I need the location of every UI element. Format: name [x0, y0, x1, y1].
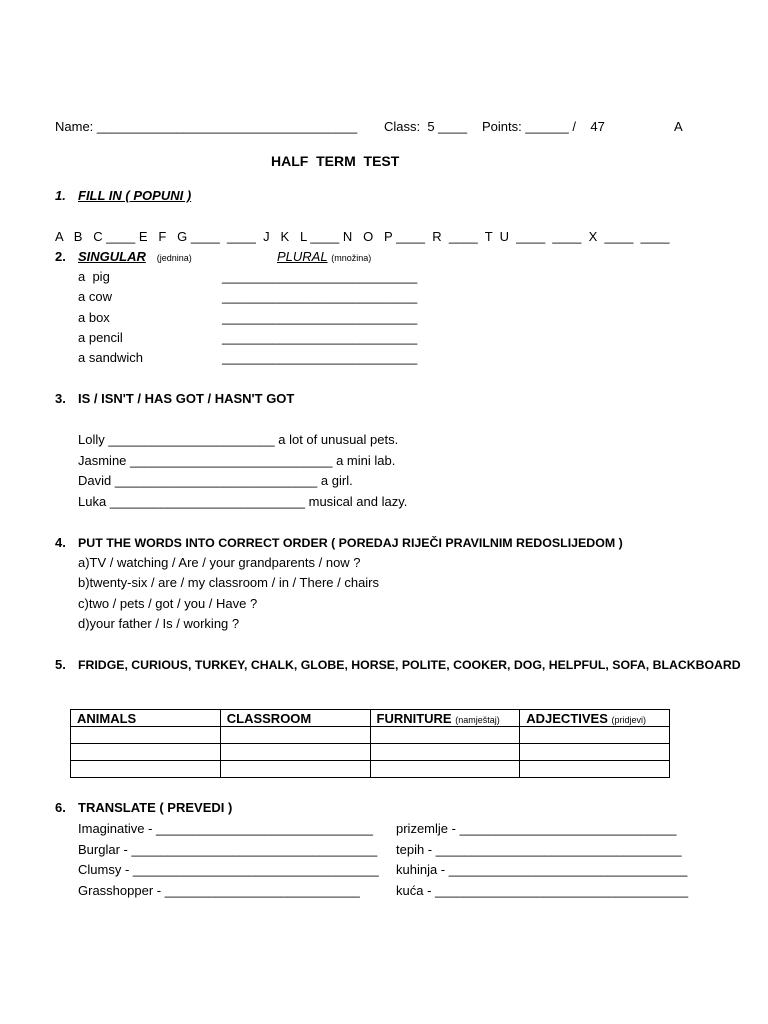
singular-word: a box — [78, 310, 110, 325]
section-3-number: 3. — [55, 391, 66, 406]
test-group-letter: A — [674, 119, 683, 134]
table-header-row — [71, 710, 670, 727]
section-4-number: 4. — [55, 535, 66, 550]
page-title: HALF TERM TEST — [271, 153, 400, 169]
plural-blank[interactable]: ___________________________ — [222, 269, 418, 284]
singular-label: SINGULAR — [78, 249, 146, 264]
section-3-title: IS / ISN'T / HAS GOT / HASN'T GOT — [78, 391, 295, 406]
plural-note: (množina) — [331, 253, 372, 263]
section-6-number: 6. — [55, 800, 66, 815]
table-cell[interactable] — [520, 744, 670, 761]
singular-word: a cow — [78, 289, 112, 304]
word-list: FRIDGE, CURIOUS, TURKEY, CHALK, GLOBE, HORSE, POLITE, COOKER, DOG, HELPFUL, SOFA, BLACKBOARD — [78, 658, 741, 672]
fill-sentence[interactable]: Jasmine ____________________________ a mini lab. — [78, 453, 396, 468]
table-cell[interactable] — [71, 727, 221, 744]
word-order-item: b)twenty-six / are / my classroom / in / There / chairs — [78, 575, 380, 590]
fill-sentence[interactable]: David ____________________________ a girl. — [78, 473, 353, 488]
table-cell[interactable] — [520, 727, 670, 744]
fill-sentence[interactable]: Luka ___________________________ musical and lazy. — [78, 494, 408, 509]
word-order-item: a)TV / watching / Are / your grandparents / now ? — [78, 555, 361, 570]
table-cell[interactable] — [71, 761, 221, 778]
translate-item[interactable]: Burglar - __________________________________ — [78, 842, 378, 857]
table-row — [71, 727, 670, 744]
col-furniture-note: (namještaj) — [455, 714, 500, 725]
col-adjectives — [520, 710, 670, 727]
category-table — [70, 709, 670, 778]
plural-label: PLURAL — [277, 249, 328, 264]
section-4-title: PUT THE WORDS INTO CORRECT ORDER ( POREDAJ RIJEČI PRAVILNIM REDOSLIJEDOM ) — [78, 536, 623, 550]
singular-note: (jednina) — [156, 253, 192, 263]
section-6-title: TRANSLATE ( PREVEDI ) — [78, 800, 233, 815]
section-1-title: FILL IN ( POPUNI ) — [78, 188, 192, 203]
table-cell[interactable] — [370, 744, 520, 761]
table-row — [71, 761, 670, 778]
table-cell[interactable] — [370, 761, 520, 778]
section-2-number: 2. — [55, 249, 66, 264]
translate-item[interactable]: tepih - __________________________________ — [396, 842, 682, 857]
singular-word: a sandwich — [78, 350, 144, 365]
col-adjectives-note: (pridjevi) — [611, 714, 647, 725]
col-classroom: CLASSROOM — [220, 710, 370, 727]
table-cell[interactable] — [220, 744, 370, 761]
class-field-label[interactable]: Class: 5 ____ — [384, 119, 468, 134]
singular-word: a pig — [78, 269, 110, 284]
plural-blank[interactable]: ___________________________ — [222, 330, 418, 345]
section-5-number: 5. — [55, 657, 66, 672]
table-cell[interactable] — [71, 744, 221, 761]
section-1-number: 1. — [55, 188, 66, 203]
table-cell[interactable] — [220, 761, 370, 778]
table-cell[interactable] — [370, 727, 520, 744]
singular-heading — [78, 249, 192, 266]
plural-heading — [277, 249, 371, 266]
table-cell[interactable] — [520, 761, 670, 778]
col-adjectives-label: ADJECTIVES — [526, 710, 608, 726]
col-furniture-label: FURNITURE — [376, 710, 452, 726]
plural-blank[interactable]: ___________________________ — [222, 289, 418, 304]
plural-blank[interactable]: ___________________________ — [222, 350, 418, 365]
col-animals: ANIMALS — [71, 710, 221, 727]
word-order-item: d)your father / Is / working ? — [78, 616, 240, 631]
translate-item[interactable]: prizemlje - ______________________________ — [396, 821, 677, 836]
table-cell[interactable] — [220, 727, 370, 744]
table-row — [71, 744, 670, 761]
singular-word: a pencil — [78, 330, 123, 345]
points-field-label[interactable]: Points: ______ / 47 — [482, 119, 605, 134]
translate-item[interactable]: kuća - ___________________________________ — [396, 883, 689, 898]
col-furniture — [370, 710, 520, 727]
word-order-item: c)two / pets / got / you / Have ? — [78, 596, 258, 611]
translate-item[interactable]: Grasshopper - ___________________________ — [78, 883, 360, 898]
alphabet-fill-line[interactable]: A B C ____ E F G ____ ____ J K L ____ N O P ____ R ____ T U ____ ____ X ____ ____ — [55, 229, 670, 244]
plural-blank[interactable]: ___________________________ — [222, 310, 418, 325]
name-field-label[interactable]: Name: ____________________________________ — [55, 119, 358, 134]
translate-item[interactable]: Imaginative - ______________________________ — [78, 821, 373, 836]
translate-item[interactable]: Clumsy - __________________________________ — [78, 862, 379, 877]
translate-item[interactable]: kuhinja - _________________________________ — [396, 862, 688, 877]
fill-sentence[interactable]: Lolly _______________________ a lot of unusual pets. — [78, 432, 399, 447]
